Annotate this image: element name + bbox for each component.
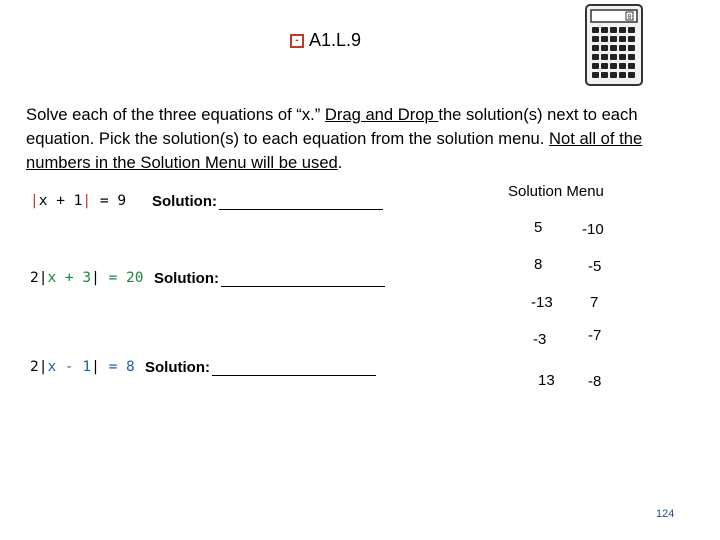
- solution-1-label: Solution:: [152, 193, 217, 210]
- solution-option[interactable]: -10: [582, 221, 604, 238]
- calculator-key: [628, 54, 635, 60]
- equation-1-bar-open: |: [30, 193, 39, 209]
- equation-3-coef: 2: [30, 359, 39, 375]
- solution-3-drop-zone[interactable]: [212, 359, 376, 376]
- equation-3-bar-close: |: [91, 359, 100, 375]
- solution-option[interactable]: 8: [534, 256, 543, 273]
- checkbox-minus-icon[interactable]: -: [290, 34, 304, 48]
- equation-2-bar-close: |: [91, 270, 100, 286]
- equation-1: [30, 193, 126, 209]
- solution-option[interactable]: -3: [533, 331, 547, 348]
- calculator-key: [628, 45, 635, 51]
- calculator-key: [610, 36, 617, 42]
- calculator-key: [592, 45, 599, 51]
- equation-3-bar-open: |: [38, 359, 48, 375]
- calculator-key: [601, 27, 608, 33]
- calculator-key: [601, 36, 608, 42]
- equation-1-rhs: = 9: [91, 193, 127, 209]
- calculator-key: [592, 54, 599, 60]
- equation-3-expr: x - 1: [47, 359, 92, 375]
- solution-3-label: Solution:: [145, 359, 210, 376]
- calculator-key: [601, 45, 608, 51]
- calculator-key: [610, 72, 617, 78]
- calculator-key: [592, 36, 599, 42]
- calculator-key: [601, 72, 608, 78]
- drag-and-drop-phrase: Drag and Drop: [324, 105, 439, 124]
- calculator-display-digit: 0: [627, 13, 632, 21]
- solution-option[interactable]: -13: [531, 294, 553, 311]
- calculator-key: [619, 36, 626, 42]
- calculator-key: [628, 63, 635, 69]
- instructions: [26, 103, 706, 175]
- calculator-key: [628, 36, 635, 42]
- slide-title: [290, 30, 361, 51]
- solution-option[interactable]: 5: [534, 219, 543, 236]
- solution-2-drop-zone[interactable]: [221, 270, 385, 287]
- calculator-key: [592, 27, 599, 33]
- calculator-key: [619, 27, 626, 33]
- solution-menu-title: Solution Menu: [508, 183, 604, 200]
- equation-1-expr: x + 1: [38, 193, 83, 209]
- instructions-part1: Solve each of the three equations of “x.”: [26, 105, 325, 124]
- calculator-key: [619, 54, 626, 60]
- calculator-key: [601, 63, 608, 69]
- calculator-key: [619, 63, 626, 69]
- calculator-key: [628, 72, 635, 78]
- calculator-key: [619, 72, 626, 78]
- calculator-key: [628, 27, 635, 33]
- not-all-note: Not all of the numbers in the Solution Menu will be used: [26, 129, 643, 172]
- solution-option[interactable]: -7: [588, 327, 602, 344]
- solution-option[interactable]: -8: [588, 373, 602, 390]
- calculator-key: [619, 45, 626, 51]
- solution-2: [154, 270, 385, 287]
- solution-option[interactable]: 7: [590, 294, 599, 311]
- equation-1-bar-close: |: [82, 193, 92, 209]
- calculator-key: [610, 63, 617, 69]
- equation-2-expr: x + 3: [47, 270, 92, 286]
- solution-1-drop-zone[interactable]: [219, 193, 383, 210]
- calculator-key: [610, 27, 617, 33]
- equation-2-rhs: = 20: [99, 270, 144, 286]
- equation-3-rhs: = 8: [99, 359, 135, 375]
- calculator-key: [601, 54, 608, 60]
- calculator-icon[interactable]: [585, 4, 643, 86]
- solution-3: [145, 359, 376, 376]
- instructions-part2: the solution(s) next to each equation. Pick the solution(s) to each equation from the solution menu.: [26, 105, 638, 148]
- equation-2-coef: 2: [30, 270, 39, 286]
- solution-option[interactable]: 13: [538, 372, 555, 389]
- equation-2: [30, 270, 144, 286]
- slide-title-text: A1.L.9: [309, 30, 362, 50]
- solution-2-label: Solution:: [154, 270, 219, 287]
- calculator-key: [592, 72, 599, 78]
- calculator-key: [610, 54, 617, 60]
- page-number: 124: [656, 508, 675, 520]
- equation-3: [30, 359, 135, 375]
- calculator-key: [592, 63, 599, 69]
- solution-option[interactable]: -5: [588, 258, 602, 275]
- equation-2-bar-open: |: [38, 270, 48, 286]
- calculator-key: [610, 45, 617, 51]
- solution-1: [152, 193, 383, 210]
- instructions-period: .: [337, 153, 343, 172]
